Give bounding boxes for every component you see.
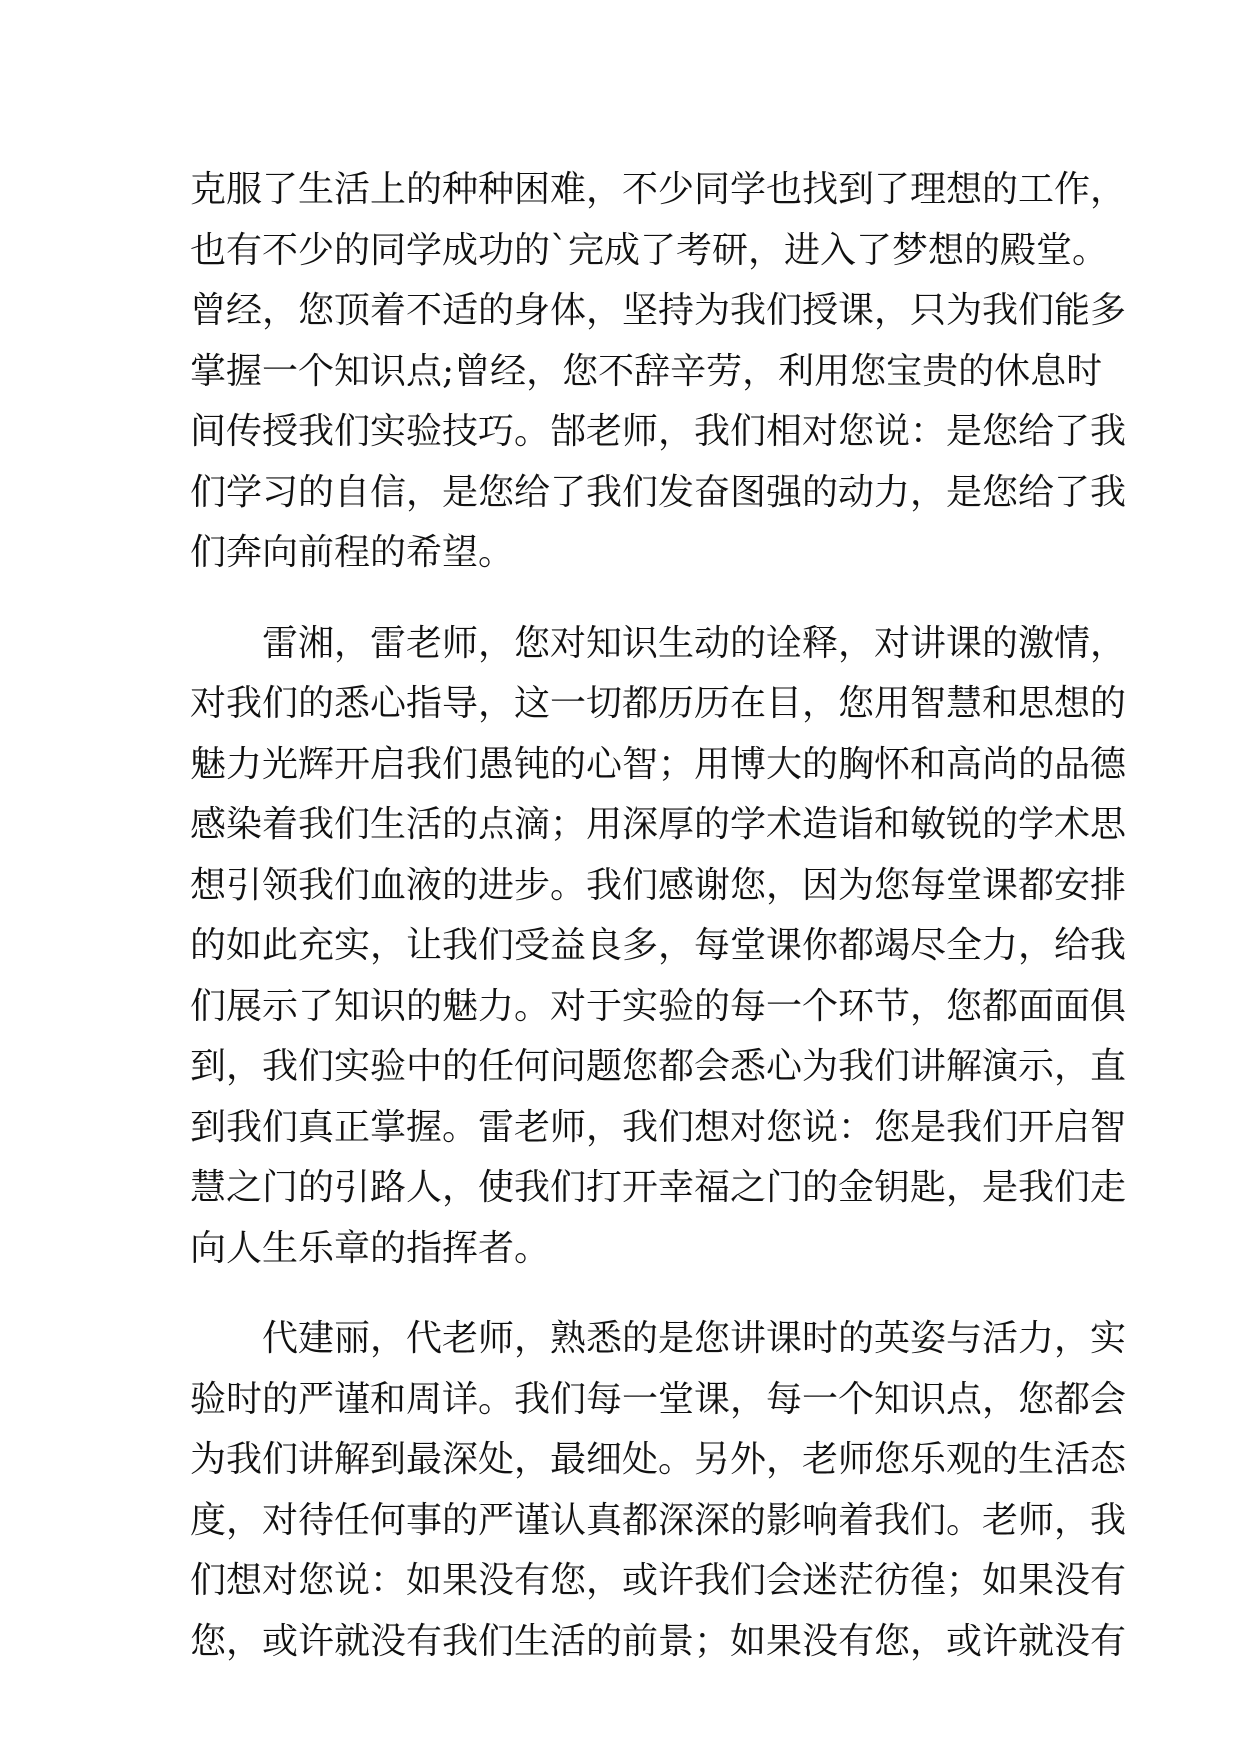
text-line: 曾经，您顶着不适的身体，坚持为我们授课，只为我们能多: [190, 290, 1127, 331]
text-line: 间传授我们实验技巧。郜老师，我们相对您说：是您给了我: [190, 411, 1127, 452]
text-line: 验时的严谨和周详。我们每一堂课，每一个知识点，您都会: [190, 1378, 1127, 1420]
text-line: 慧之门的引路人，使我们打开幸福之门的金钥匙，是我们走: [190, 1167, 1127, 1208]
text-line: 们学习的自信，是您给了我们发奋图强的动力，是您给了我: [190, 471, 1127, 513]
text-line: 到我们真正掌握。雷老师，我们想对您说：您是我们开启智: [190, 1106, 1127, 1148]
text-line: 代建丽，代老师，熟悉的是您讲课时的英姿与活力，实: [262, 1318, 1127, 1359]
text-line: 们想对您说：如果没有您，或许我们会迷茫彷徨；如果没有: [190, 1560, 1127, 1601]
text-line: 魅力光辉开启我们愚钝的心智；用博大的胸怀和高尚的品德: [190, 743, 1127, 785]
paragraph-1: [190, 160, 1127, 584]
paragraph-2: [190, 614, 1127, 1280]
text-line: 您，或许就没有我们生活的前景；如果没有您，或许就没有: [190, 1620, 1127, 1662]
text-line: 也有不少的同学成功的`完成了考研，进入了梦想的殿堂。: [190, 229, 1109, 271]
text-line: 向人生乐章的指挥者。: [190, 1227, 551, 1269]
text-line: 雷湘，雷老师，您对知识生动的诠释，对讲课的激情，: [262, 622, 1127, 664]
text-line: 掌握一个知识点;曾经，您不辞辛劳，利用您宝贵的休息时: [190, 350, 1103, 392]
text-line: 克服了生活上的种种困难，不少同学也找到了理想的工作，: [190, 169, 1127, 210]
document-body: [190, 160, 1127, 1672]
text-line: 们奔向前程的希望。: [190, 532, 515, 573]
text-line: 感染着我们生活的点滴；用深厚的学术造诣和敏锐的学术思: [190, 804, 1127, 845]
text-line: 想引领我们血液的进步。我们感谢您，因为您每堂课都安排: [190, 864, 1127, 906]
text-line: 度，对待任何事的严谨认真都深深的影响着我们。老师，我: [190, 1499, 1127, 1541]
text-line: 到，我们实验中的任何问题您都会悉心为我们讲解演示，直: [190, 1046, 1127, 1087]
text-line: 们展示了知识的魅力。对于实验的每一个环节，您都面面俱: [190, 985, 1127, 1027]
text-line: 的如此充实，让我们受益良多，每堂课你都竭尽全力，给我: [190, 925, 1127, 966]
text-line: 为我们讲解到最深处，最细处。另外，老师您乐观的生活态: [190, 1439, 1127, 1480]
paragraph-spacer: [190, 1279, 1070, 1309]
paragraph-spacer: [190, 584, 1070, 614]
paragraph-3: [190, 1309, 1127, 1672]
text-line: 对我们的悉心指导，这一切都历历在目，您用智慧和思想的: [190, 683, 1127, 724]
